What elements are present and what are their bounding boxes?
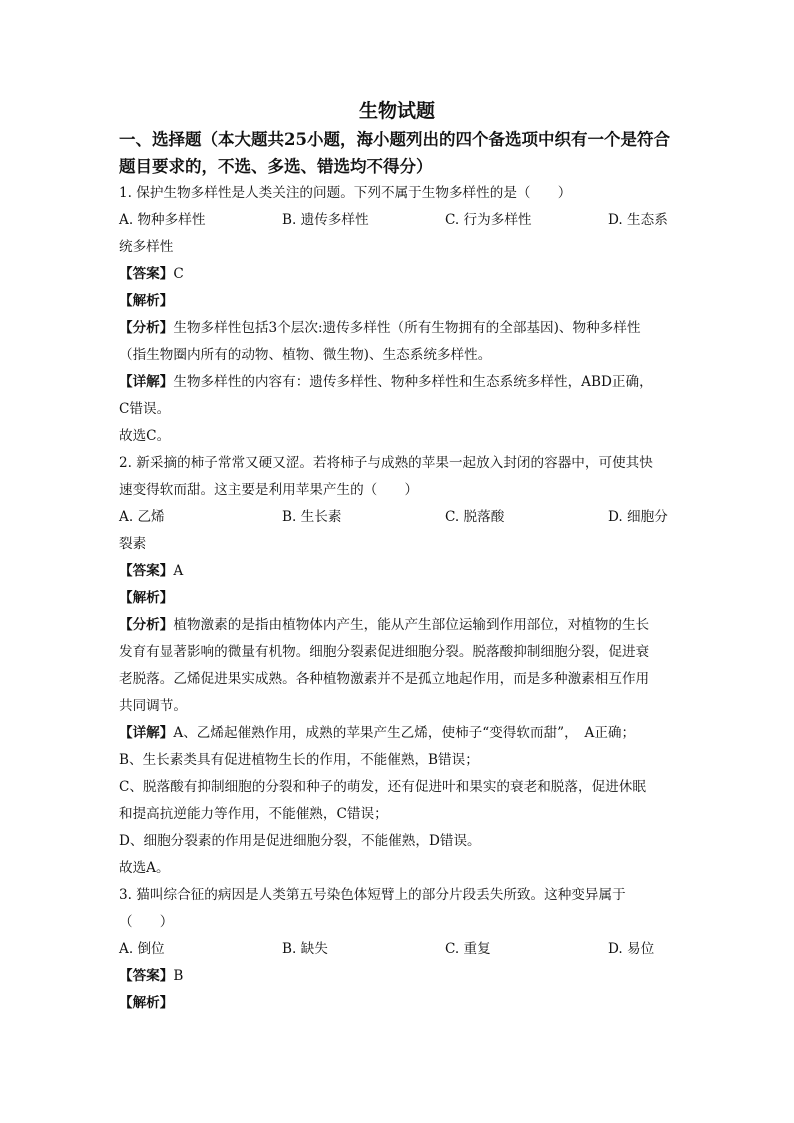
q1-fenxi-line-2: （指生物圈内所有的动物、植物、微生物)、生态系统多样性。 (119, 347, 492, 363)
section-heading: 一、选择题（本大题共25小题，海小题列出的四个备选项中织有一个是符合题目要求的，不选、多选、错选均不得分） (119, 130, 670, 176)
q2-fenxi-line-4: 共同调节。 (119, 698, 187, 714)
exam-page (119, 96, 675, 1017)
q3-options (119, 936, 675, 963)
answer-label: 【答案】 (119, 266, 174, 282)
q2-fenxi-line-2: 发育有显著影响的微量有机物。细胞分裂素促进细胞分裂。脱落酸抑制细胞分裂，促进衰 (119, 644, 650, 660)
q2-detail-line-c1: C、脱落酸有抑制细胞的分裂和种子的萌发，还有促进叶和果实的衰老和脱落，促进休眠 (119, 779, 646, 795)
page-title: 生物试题 (358, 100, 435, 122)
q2-fenxi-line-1 (119, 612, 675, 639)
q2-detail-line-b: B、生长素类具有促进植物生长的作用，不能催熟，B错误； (119, 752, 479, 768)
q1-option-d-wrap: 统多样性 (119, 239, 174, 255)
q2-fenxi-line-3: 老脱落。乙烯促进果实成熟。各种植物激素并不是孤立地起作用，而是多种激素相互作用 (119, 671, 650, 687)
q3-option-a: A. 倒位 (119, 941, 165, 957)
q2-detail-text-1: A、乙烯起催熟作用，成熟的苹果产生乙烯，使柿子“变得软而甜”， A正确； (173, 725, 636, 741)
q1-option-d: D. 生态系 (608, 212, 668, 228)
q1-option-c: C. 行为多样性 (445, 212, 532, 228)
q2-option-b: B. 生长素 (282, 509, 342, 525)
q1-detail-text-1: 生物多样性的内容有：遗传多样性、物种多样性和生态系统多样性，ABD正确， (173, 374, 653, 390)
q2-options (119, 504, 675, 531)
q1-options (119, 207, 675, 234)
q1-detail-line-2: C错误。 (119, 401, 171, 417)
q2-option-d-wrap: 裂素 (119, 536, 147, 552)
q3-option-d: D. 易位 (608, 941, 655, 957)
answer-label: 【答案】 (119, 563, 174, 579)
q2-stem-line-2: 速变得软而甜。这主要是利用苹果产生的（ ） (119, 482, 419, 498)
analysis-label: 【解析】 (119, 995, 174, 1011)
q1-stem: 1. 保护生物多样性是人类关注的问题。下列不属于生物多样性的是（ ） (119, 185, 572, 201)
q1-fenxi-line-1 (119, 315, 675, 342)
q2-option-c: C. 脱落酸 (445, 509, 505, 525)
detail-label: 【详解】 (119, 374, 174, 390)
q1-option-a: A. 物种多样性 (119, 212, 206, 228)
q2-analysis-label (119, 585, 675, 612)
q2-stem-line-1: 2. 新采摘的柿子常常又硬又涩。若将柿子与成熟的苹果一起放入封闭的容器中，可使其快 (119, 455, 653, 471)
q1-answer-value: C (173, 266, 184, 282)
q3-answer-value: B (173, 968, 184, 984)
q3-stem-line-1: 3. 猫叫综合征的病因是人类第五号染色体短臂上的部分片段丢失所致。这种变异属于 (119, 887, 626, 903)
q2-option-d: D. 细胞分 (608, 509, 668, 525)
q1-detail-line-1 (119, 369, 675, 396)
q2-answer-value: A (173, 563, 184, 579)
answer-label: 【答案】 (119, 968, 174, 984)
analysis-label: 【解析】 (119, 590, 174, 606)
q1-analysis-label (119, 288, 675, 315)
fenxi-label: 【分析】 (119, 617, 174, 633)
q3-option-b: B. 缺失 (282, 941, 328, 957)
q3-stem-line-2: （ ） (119, 914, 174, 930)
detail-label: 【详解】 (119, 725, 174, 741)
q1-option-b: B. 遗传多样性 (282, 212, 369, 228)
q1-fenxi-text-1: 生物多样性包括3个层次:遗传多样性（所有生物拥有的全部基因)、物种多样性 (173, 320, 641, 336)
q2-conclusion: 故选A。 (119, 860, 170, 876)
q2-option-a: A. 乙烯 (119, 509, 165, 525)
q2-detail-line-d: D、细胞分裂素的作用是促进细胞分裂，不能催熟，D错误。 (119, 833, 481, 849)
fenxi-label: 【分析】 (119, 320, 174, 336)
q1-answer (119, 261, 675, 288)
q3-answer (119, 963, 675, 990)
q2-detail-line-c2: 和提高抗逆能力等作用，不能催熟，C错误； (119, 806, 388, 822)
q2-answer (119, 558, 675, 585)
analysis-label: 【解析】 (119, 293, 174, 309)
q2-detail-line-1 (119, 720, 675, 747)
q2-fenxi-text-1: 植物激素的是指由植物体内产生，能从产生部位运输到作用部位，对植物的生长 (173, 617, 650, 633)
q3-option-c: C. 重复 (445, 941, 491, 957)
q1-conclusion: 故选C。 (119, 428, 171, 444)
q3-analysis-label (119, 990, 675, 1017)
